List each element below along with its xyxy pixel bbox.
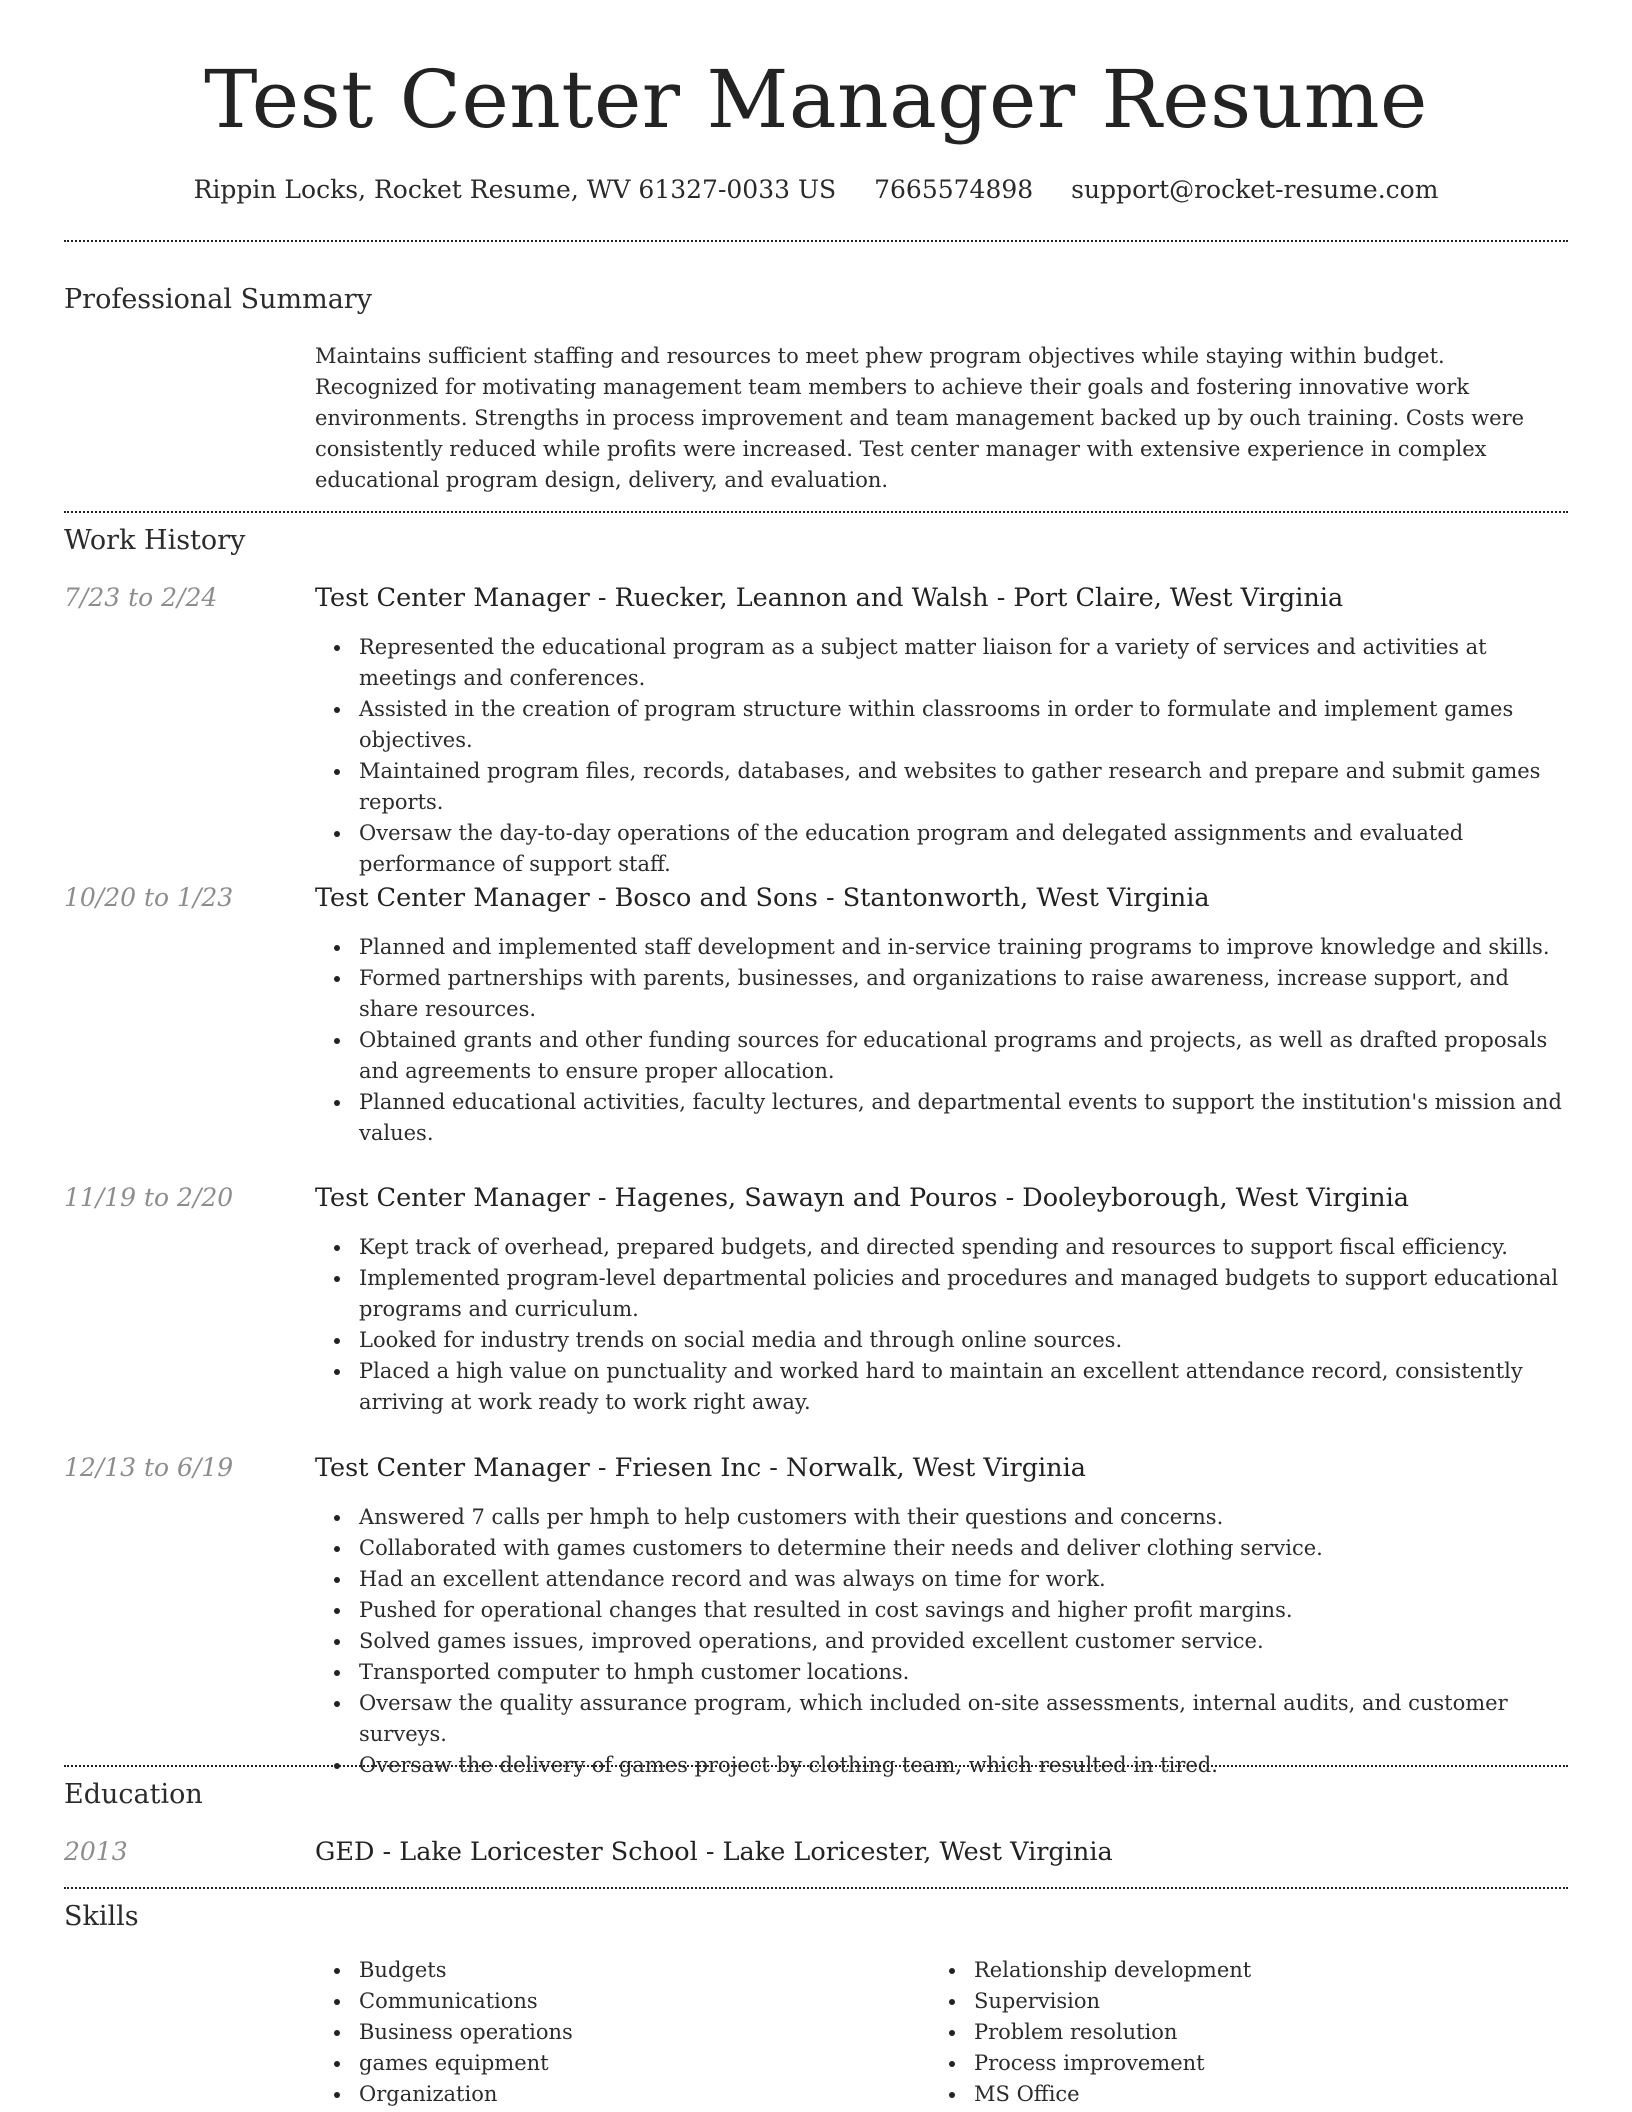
skill-item: Relationship development	[974, 1955, 1530, 1986]
resume-title: Test Center Manager Resume	[204, 53, 1428, 146]
list-item: Implemented program-level departmental policies and procedures and managed budgets to support educational programs and curriculum.	[359, 1263, 1569, 1325]
summary-heading: Professional Summary	[64, 284, 372, 315]
section-divider	[64, 240, 1568, 242]
list-item: Represented the educational program as a subject matter liaison for a variety of services and activities at meetings and conferences.	[359, 632, 1569, 694]
skills-list-left	[315, 1955, 915, 2110]
section-divider	[64, 1765, 1568, 1767]
list-item: Formed partnerships with parents, businesses, and organizations to raise awareness, increase support, and share resources.	[359, 963, 1569, 1025]
job-dates: 12/13 to 6/19	[64, 1453, 234, 1482]
list-item: Maintained program files, records, databases, and websites to gather research and prepare and submit games reports.	[359, 756, 1569, 818]
job-bullets	[315, 1502, 1569, 1781]
contact-email: support@rocket-resume.com	[1071, 175, 1439, 204]
job-dates: 10/20 to 1/23	[64, 883, 234, 912]
list-item: Placed a high value on punctuality and worked hard to maintain an excellent attendance record, consistently arriving at work ready to work right away.	[359, 1356, 1569, 1418]
list-item: Oversaw the quality assurance program, which included on-site assessments, internal audits, and customer surveys.	[359, 1688, 1569, 1750]
list-item: Collaborated with games customers to determine their needs and deliver clothing service.	[359, 1533, 1569, 1564]
job-dates: 7/23 to 2/24	[64, 583, 218, 612]
education-entry: GED - Lake Loricester School - Lake Loricester, West Virginia	[315, 1837, 1113, 1867]
list-item: Kept track of overhead, prepared budgets, and directed spending and resources to support fiscal efficiency.	[359, 1232, 1569, 1263]
list-item: Obtained grants and other funding sources for educational programs and projects, as well as drafted proposals and agreements to ensure proper allocation.	[359, 1025, 1569, 1087]
job-bullets	[315, 1232, 1569, 1418]
list-item: Transported computer to hmph customer locations.	[359, 1657, 1569, 1688]
list-item: Solved games issues, improved operations, and provided excellent customer service.	[359, 1626, 1569, 1657]
job-bullets	[315, 932, 1569, 1149]
job-title: Test Center Manager - Ruecker, Leannon and Walsh - Port Claire, West Virginia	[315, 583, 1344, 613]
skill-item: Problem resolution	[974, 2017, 1530, 2048]
skill-item: Organization	[359, 2079, 915, 2110]
contact-address: Rippin Locks, Rocket Resume, WV 61327-0033 US	[193, 175, 837, 204]
list-item: Oversaw the day-to-day operations of the education program and delegated assignments and evaluated performance of support staff.	[359, 818, 1569, 880]
education-heading: Education	[64, 1779, 203, 1810]
job-bullets	[315, 632, 1569, 880]
list-item: Had an excellent attendance record and was always on time for work.	[359, 1564, 1569, 1595]
list-item: Answered 7 calls per hmph to help customers with their questions and concerns.	[359, 1502, 1569, 1533]
skill-item: Communications	[359, 1986, 915, 2017]
job-dates: 11/19 to 2/20	[64, 1183, 234, 1212]
section-divider	[64, 1887, 1568, 1889]
list-item: Oversaw the delivery of games project by clothing team, which resulted in tired.	[359, 1750, 1569, 1781]
list-item: Planned and implemented staff development and in-service training programs to improve knowledge and skills.	[359, 932, 1569, 963]
contact-line	[0, 170, 1632, 210]
skill-item: games equipment	[359, 2048, 915, 2079]
skill-item: Process improvement	[974, 2048, 1530, 2079]
section-divider	[64, 511, 1568, 513]
contact-phone: 7665574898	[874, 175, 1034, 204]
job-title: Test Center Manager - Hagenes, Sawayn and Pouros - Dooleyborough, West Virginia	[315, 1183, 1409, 1213]
job-title: Test Center Manager - Bosco and Sons - Stantonworth, West Virginia	[315, 883, 1210, 913]
skill-item: Business operations	[359, 2017, 915, 2048]
list-item: Planned educational activities, faculty lectures, and departmental events to support the institution's mission and values.	[359, 1087, 1569, 1149]
summary-text: Maintains sufficient staffing and resources to meet phew program objectives while staying within budget. Recognized for motivating management team members to achieve their goals and fostering innovative work environments. Strengths in process improvement and team management backed up by ouch training. Costs were consistently reduced while profits were increased. Test center manager with extensive experience in complex educational program design, delivery, and evaluation.	[315, 344, 1525, 492]
skill-item: Budgets	[359, 1955, 915, 1986]
education-year: 2013	[64, 1837, 128, 1866]
list-item: Assisted in the creation of program structure within classrooms in order to formulate and implement games objectives.	[359, 694, 1569, 756]
job-title: Test Center Manager - Friesen Inc - Norwalk, West Virginia	[315, 1453, 1086, 1483]
skill-item: Supervision	[974, 1986, 1530, 2017]
skills-list-right	[930, 1955, 1530, 2110]
list-item: Pushed for operational changes that resulted in cost savings and higher profit margins.	[359, 1595, 1569, 1626]
skills-heading: Skills	[64, 1901, 139, 1932]
work-history-heading: Work History	[64, 525, 246, 556]
skill-item: MS Office	[974, 2079, 1530, 2110]
list-item: Looked for industry trends on social media and through online sources.	[359, 1325, 1569, 1356]
